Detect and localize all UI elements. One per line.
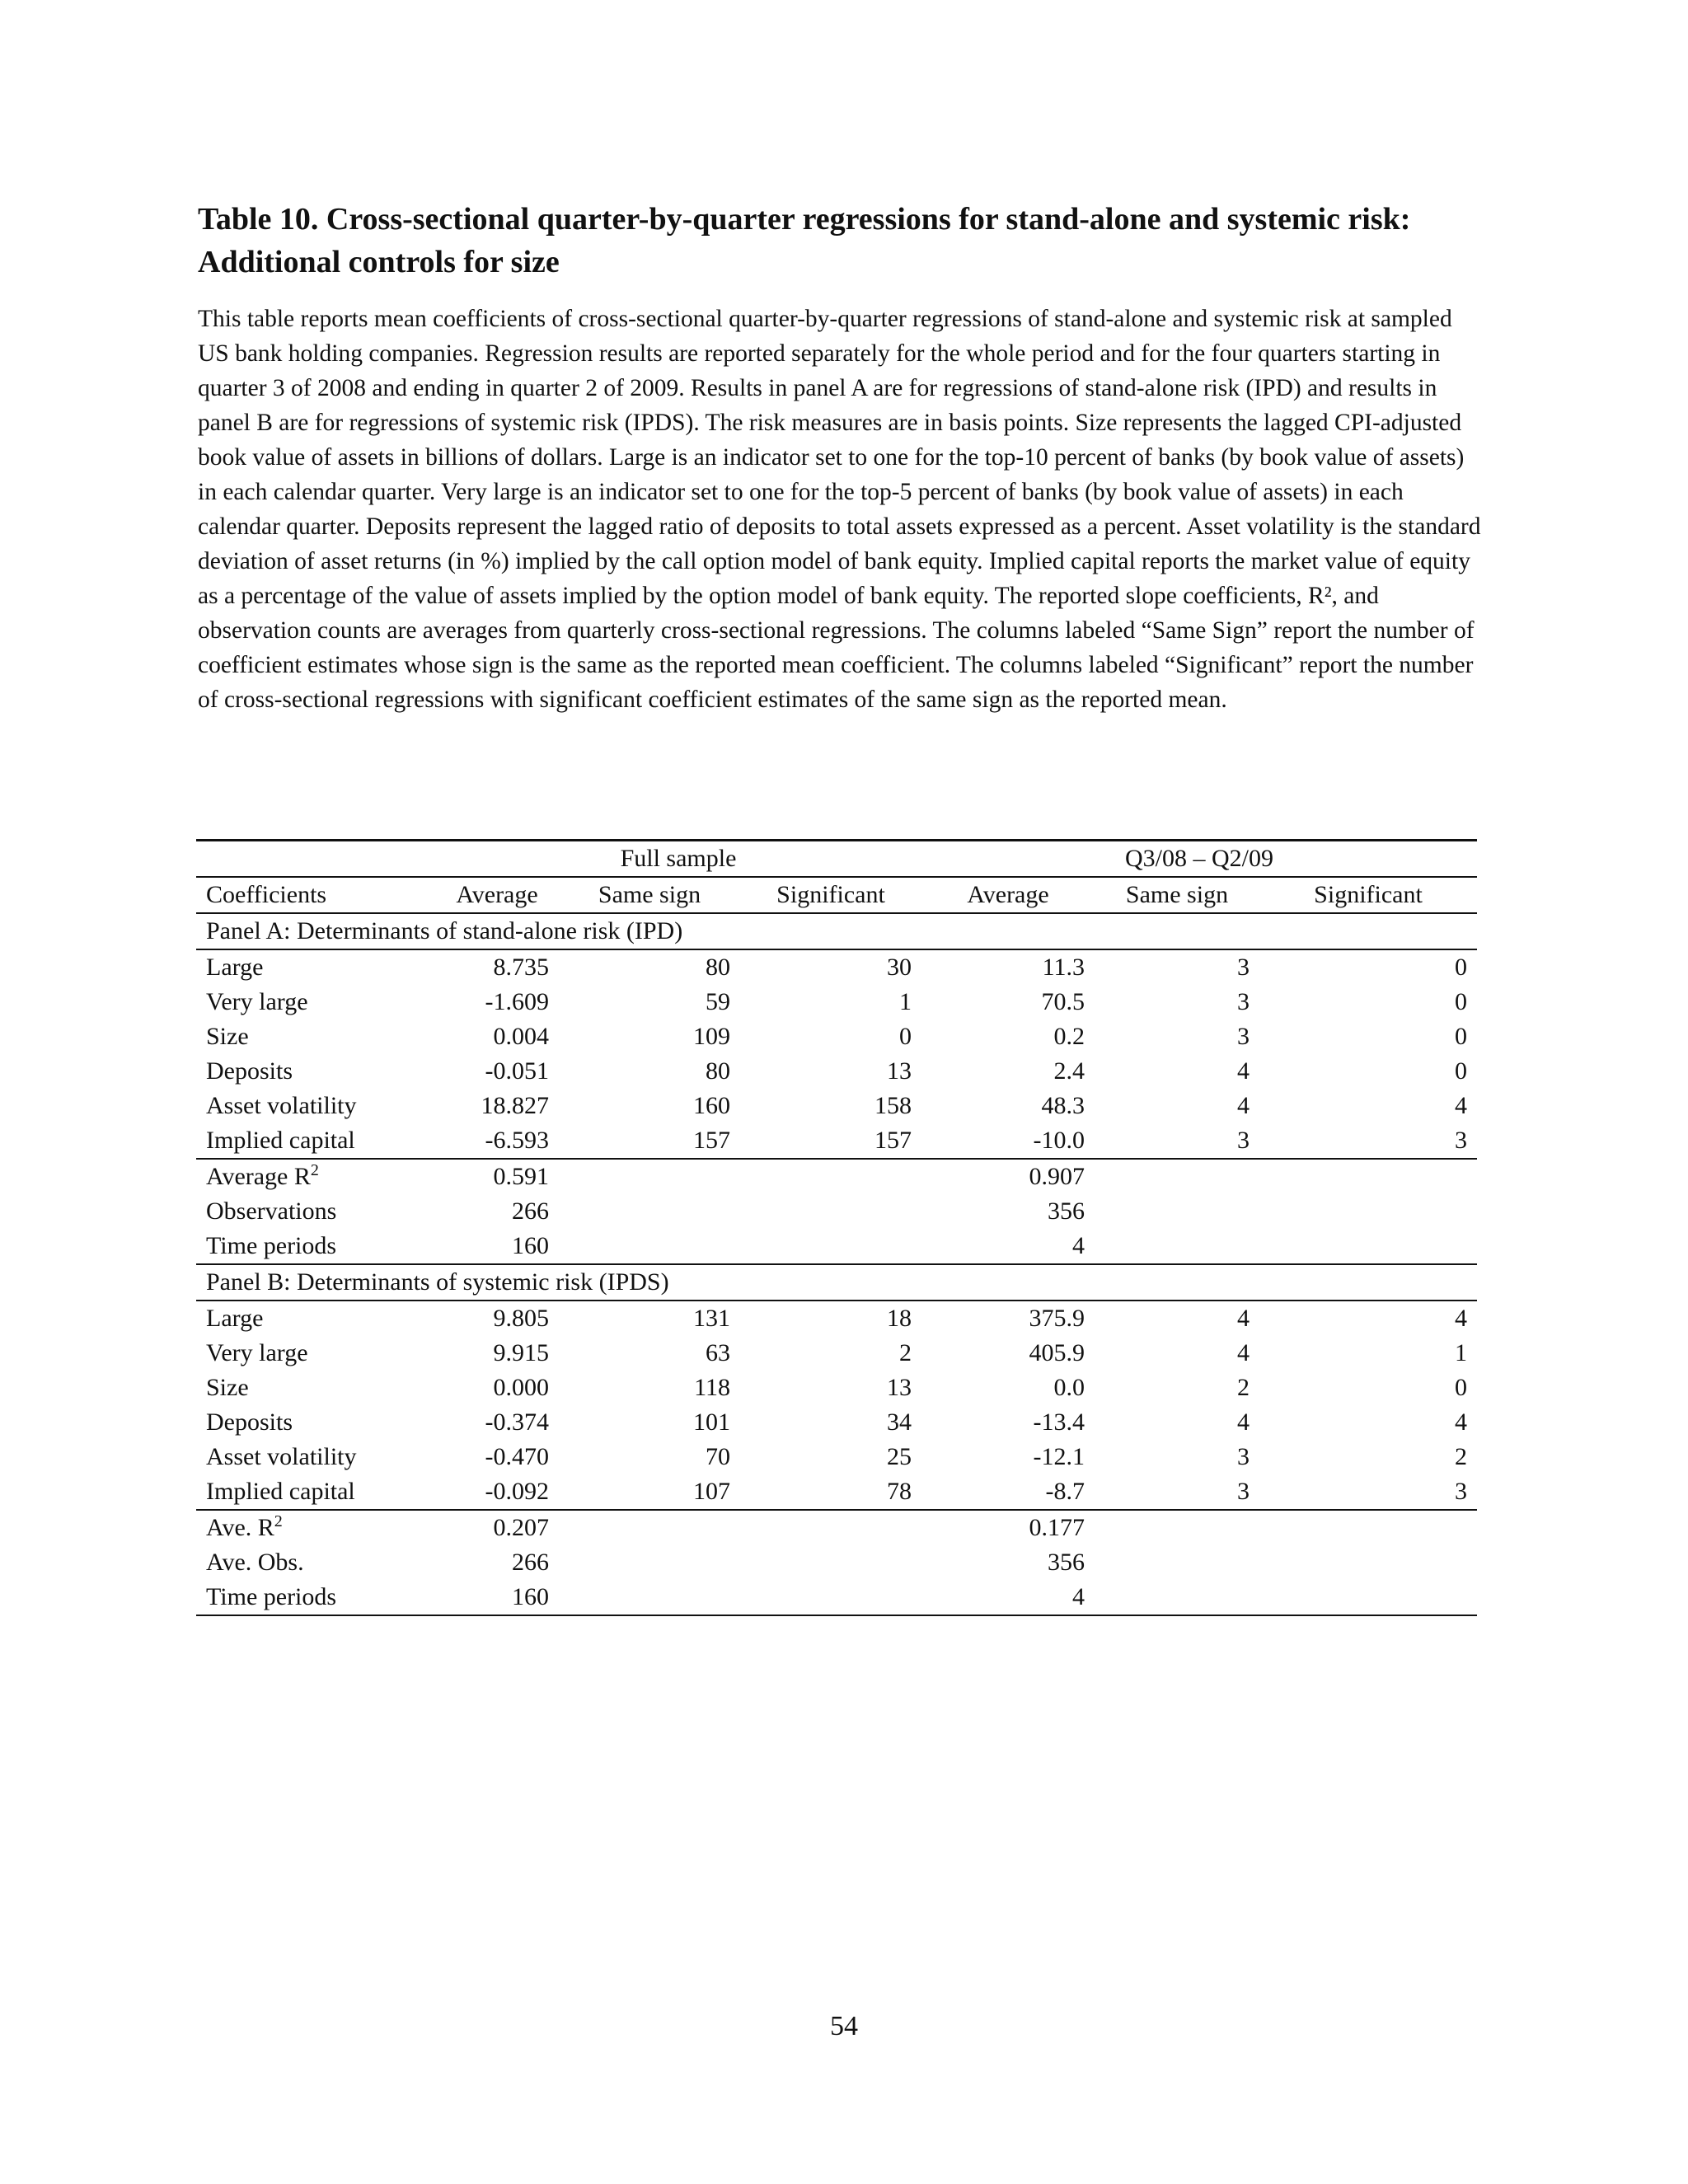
empty-cell — [559, 1580, 740, 1615]
summary-crisis: 4 — [921, 1229, 1095, 1264]
table-row — [196, 1405, 1477, 1440]
header-same-sign-crisis: Same sign — [1095, 877, 1259, 913]
same-sign-full: 118 — [694, 1374, 730, 1401]
header-coefficients: Coefficients — [196, 877, 435, 913]
average-crisis: 0.2 — [1053, 1023, 1085, 1050]
empty-cell — [1259, 1510, 1477, 1545]
empty-cell — [740, 1159, 921, 1194]
empty-cell — [1095, 1510, 1259, 1545]
same-sign-full: 80 — [706, 954, 730, 981]
empty-cell — [559, 1159, 740, 1194]
average-crisis: 2.4 — [1053, 1057, 1085, 1085]
header-average-crisis: Average — [921, 877, 1095, 913]
summary-label-text: Time periods — [206, 1583, 337, 1610]
coefficient-label: Large — [206, 954, 264, 981]
empty-cell — [559, 1229, 740, 1264]
same-sign-full: 131 — [693, 1305, 730, 1332]
average-full: -0.051 — [485, 1057, 549, 1085]
average-full: 18.827 — [481, 1092, 549, 1119]
panel-b-title: Panel B: Determinants of systemic risk (IPDS) — [196, 1264, 1477, 1301]
table-row — [196, 1123, 1477, 1159]
summary-crisis: 356 — [1048, 1549, 1085, 1576]
table-row — [196, 1371, 1477, 1405]
significant-crisis: 4 — [1455, 1092, 1467, 1119]
average-crisis: 405.9 — [1029, 1339, 1085, 1366]
table-row — [196, 1336, 1477, 1371]
significant-crisis: 4 — [1455, 1408, 1467, 1436]
empty-cell — [740, 1545, 921, 1580]
panel-a-title-row — [196, 913, 1477, 949]
average-crisis: -13.4 — [1033, 1408, 1085, 1436]
summary-label-text: Average R — [206, 1163, 311, 1190]
panel-a-title: Panel A: Determinants of stand-alone risk (IPD) — [196, 913, 1477, 949]
same-sign-full: 160 — [693, 1092, 730, 1119]
table-caption: This table reports mean coefficients of cross-sectional quarter-by-quarter regressions of stand-alone and systemic risk at sampled US bank holding companies. Regression results are reported separately for the whole period and for the four quarters starting in quarter 3 of 2008 and ending in quarter 2 of 2009. Results in panel A are for regressions of stand-alone risk (IPD) and results in panel B are for regressions of systemic risk (IPDS). The risk measures are in basis points. Size represents the lagged CPI-adjusted book value of assets in billions of dollars. Large is an indicator set to one for the top-10 percent of banks (by book value of assets) in each calendar quarter. Very large is an indicator set to one for the top-5 percent of banks (by book value of assets) in each calendar quarter. Deposits represent the lagged ratio of deposits to total assets expressed as a percent. Asset volatility is the standard deviation of asset returns (in %) implied by the call option model of bank equity. Implied capital reports the market value of equity as a percentage of the value of assets implied by the option model of bank equity. The reported slope coefficients, R², and observation counts are averages from quarterly cross-sectional regressions. The columns labeled “Same Sign” report the number of coefficient estimates whose sign is the same as the reported mean coefficient. The columns labeled “Significant” report the number of cross-sectional regressions with significant coefficient estimates of the same sign as the reported mean. — [198, 306, 1481, 713]
paper-page — [198, 198, 1484, 717]
summary-label — [196, 1580, 435, 1615]
empty-cell — [1259, 1229, 1477, 1264]
average-full: 9.805 — [493, 1305, 549, 1332]
group-full-sample: Full sample — [435, 841, 921, 878]
column-header-row — [196, 877, 1477, 913]
same-sign-full: 157 — [559, 1123, 740, 1159]
significant-crisis: 0 — [1455, 1023, 1467, 1050]
empty-cell — [1259, 1545, 1477, 1580]
average-full: -6.593 — [435, 1123, 559, 1159]
significant-crisis: 4 — [1455, 1305, 1467, 1332]
r-squared-superscript: 2 — [310, 1161, 319, 1179]
table-row — [196, 1474, 1477, 1510]
empty-cell — [1095, 1580, 1259, 1615]
summary-full: 0.207 — [493, 1514, 549, 1541]
table-row — [196, 1054, 1477, 1089]
significant-crisis: 3 — [1259, 1474, 1477, 1510]
average-crisis: 48.3 — [1041, 1092, 1085, 1119]
summary-row — [196, 1229, 1477, 1264]
same-sign-crisis: 4 — [1237, 1408, 1250, 1436]
average-full: -0.470 — [485, 1443, 549, 1470]
significant-full: 1 — [899, 988, 912, 1015]
summary-label — [196, 1545, 435, 1580]
significant-crisis: 0 — [1455, 1374, 1467, 1401]
coefficient-label: Deposits — [206, 1057, 293, 1085]
empty-cell — [559, 1194, 740, 1229]
summary-full: 266 — [512, 1549, 549, 1576]
empty-cell — [740, 1580, 921, 1615]
average-crisis: 70.5 — [1041, 988, 1085, 1015]
summary-full: 160 — [435, 1580, 559, 1615]
empty-cell — [559, 1545, 740, 1580]
summary-label — [196, 1194, 435, 1229]
coefficient-label: Size — [206, 1374, 249, 1401]
significant-full: 30 — [887, 954, 912, 981]
empty-cell — [1095, 1159, 1259, 1194]
table-title-line2: Additional controls for size — [198, 245, 560, 279]
average-crisis: -12.1 — [1033, 1443, 1085, 1470]
summary-crisis: 0.177 — [1029, 1514, 1085, 1541]
empty-cell — [740, 1229, 921, 1264]
table-row — [196, 1440, 1477, 1474]
same-sign-crisis: 3 — [1095, 1474, 1259, 1510]
header-significant-crisis: Significant — [1259, 877, 1477, 913]
regression-table — [196, 839, 1477, 1616]
summary-row — [196, 1545, 1477, 1580]
coefficient-label: Deposits — [206, 1408, 293, 1436]
average-crisis: 11.3 — [1042, 954, 1085, 981]
coefficient-label: Large — [206, 1305, 264, 1332]
summary-full: 160 — [435, 1229, 559, 1264]
same-sign-crisis: 3 — [1095, 1123, 1259, 1159]
summary-full: 0.591 — [493, 1163, 549, 1190]
table-row — [196, 1301, 1477, 1336]
empty-cell — [1095, 1545, 1259, 1580]
summary-row — [196, 1194, 1477, 1229]
summary-label-text: Observations — [206, 1197, 337, 1225]
significant-full: 78 — [740, 1474, 921, 1510]
summary-row — [196, 1580, 1477, 1615]
column-group-row — [196, 841, 1477, 878]
table-header — [196, 841, 1477, 914]
average-crisis: 0.0 — [1053, 1374, 1085, 1401]
empty-cell — [1259, 1159, 1477, 1194]
average-full: -1.609 — [485, 988, 549, 1015]
significant-crisis: 0 — [1455, 1057, 1467, 1085]
summary-label-text: Ave. R — [206, 1514, 274, 1541]
significant-full: 158 — [874, 1092, 912, 1119]
summary-row — [196, 1510, 1477, 1545]
summary-row — [196, 1159, 1477, 1194]
empty-cell — [1259, 1580, 1477, 1615]
same-sign-crisis: 4 — [1237, 1305, 1250, 1332]
average-full: -0.374 — [485, 1408, 549, 1436]
significant-full: 0 — [899, 1023, 912, 1050]
average-full: 9.915 — [493, 1339, 549, 1366]
summary-label — [196, 1510, 435, 1545]
empty-cell — [740, 1194, 921, 1229]
average-full: 8.735 — [493, 954, 549, 981]
same-sign-crisis: 4 — [1237, 1057, 1250, 1085]
coefficient-label: Implied capital — [196, 1474, 435, 1510]
summary-label-text: Ave. Obs. — [206, 1549, 304, 1576]
significant-full: 13 — [887, 1374, 912, 1401]
table-row — [196, 985, 1477, 1019]
summary-label-text: Time periods — [206, 1232, 337, 1259]
summary-crisis: 4 — [921, 1580, 1095, 1615]
panel-a — [196, 913, 1477, 1264]
same-sign-crisis: 4 — [1237, 1092, 1250, 1119]
average-crisis: 375.9 — [1029, 1305, 1085, 1332]
average-crisis: -10.0 — [921, 1123, 1095, 1159]
same-sign-full: 59 — [706, 988, 730, 1015]
coefficient-label: Very large — [206, 1339, 308, 1366]
panel-b-title-row — [196, 1264, 1477, 1301]
empty-cell — [559, 1510, 740, 1545]
empty-cell — [1095, 1194, 1259, 1229]
table-title-line1: Table 10. Cross-sectional quarter-by-quarter regressions for stand-alone and systemic risk: — [198, 202, 1411, 237]
significant-full: 34 — [887, 1408, 912, 1436]
summary-crisis: 0.907 — [1029, 1163, 1085, 1190]
same-sign-crisis: 4 — [1237, 1339, 1250, 1366]
coefficient-label: Size — [206, 1023, 249, 1050]
summary-full: 266 — [512, 1197, 549, 1225]
significant-full: 25 — [887, 1443, 912, 1470]
significant-full: 18 — [887, 1305, 912, 1332]
same-sign-full: 70 — [706, 1443, 730, 1470]
empty-cell — [740, 1510, 921, 1545]
same-sign-full: 63 — [706, 1339, 730, 1366]
same-sign-full: 109 — [693, 1023, 730, 1050]
significant-full: 2 — [899, 1339, 912, 1366]
summary-label — [196, 1229, 435, 1264]
same-sign-crisis: 3 — [1237, 1023, 1250, 1050]
header-same-sign-full: Same sign — [559, 877, 740, 913]
same-sign-crisis: 3 — [1237, 988, 1250, 1015]
group-crisis: Q3/08 – Q2/09 — [921, 841, 1477, 878]
same-sign-full: 101 — [693, 1408, 730, 1436]
significant-crisis: 0 — [1455, 988, 1467, 1015]
significant-crisis: 1 — [1455, 1339, 1467, 1366]
table-row — [196, 1019, 1477, 1054]
significant-crisis: 0 — [1455, 954, 1467, 981]
same-sign-crisis: 3 — [1237, 954, 1250, 981]
table-row — [196, 949, 1477, 985]
significant-full: 13 — [887, 1057, 912, 1085]
table-row — [196, 1089, 1477, 1123]
coefficient-label: Asset volatility — [206, 1443, 357, 1470]
significant-crisis: 3 — [1259, 1123, 1477, 1159]
same-sign-crisis: 3 — [1237, 1443, 1250, 1470]
r-squared-superscript: 2 — [274, 1512, 283, 1530]
same-sign-full: 80 — [706, 1057, 730, 1085]
average-full: 0.000 — [493, 1374, 549, 1401]
same-sign-full: 107 — [559, 1474, 740, 1510]
significant-crisis: 2 — [1455, 1443, 1467, 1470]
summary-label — [196, 1159, 435, 1194]
coefficient-label: Asset volatility — [206, 1092, 357, 1119]
table-title — [198, 198, 1484, 284]
summary-crisis: 356 — [1048, 1197, 1085, 1225]
empty-cell — [1095, 1229, 1259, 1264]
empty-cell — [1259, 1194, 1477, 1229]
header-significant-full: Significant — [740, 877, 921, 913]
header-average-full: Average — [435, 877, 559, 913]
average-full: 0.004 — [493, 1023, 549, 1050]
panel-b — [196, 1264, 1477, 1615]
coefficient-label: Very large — [206, 988, 308, 1015]
page-number: 54 — [830, 2011, 858, 2041]
coefficient-label: Implied capital — [196, 1123, 435, 1159]
significant-full: 157 — [740, 1123, 921, 1159]
average-crisis: -8.7 — [921, 1474, 1095, 1510]
average-full: -0.092 — [435, 1474, 559, 1510]
same-sign-crisis: 2 — [1237, 1374, 1250, 1401]
